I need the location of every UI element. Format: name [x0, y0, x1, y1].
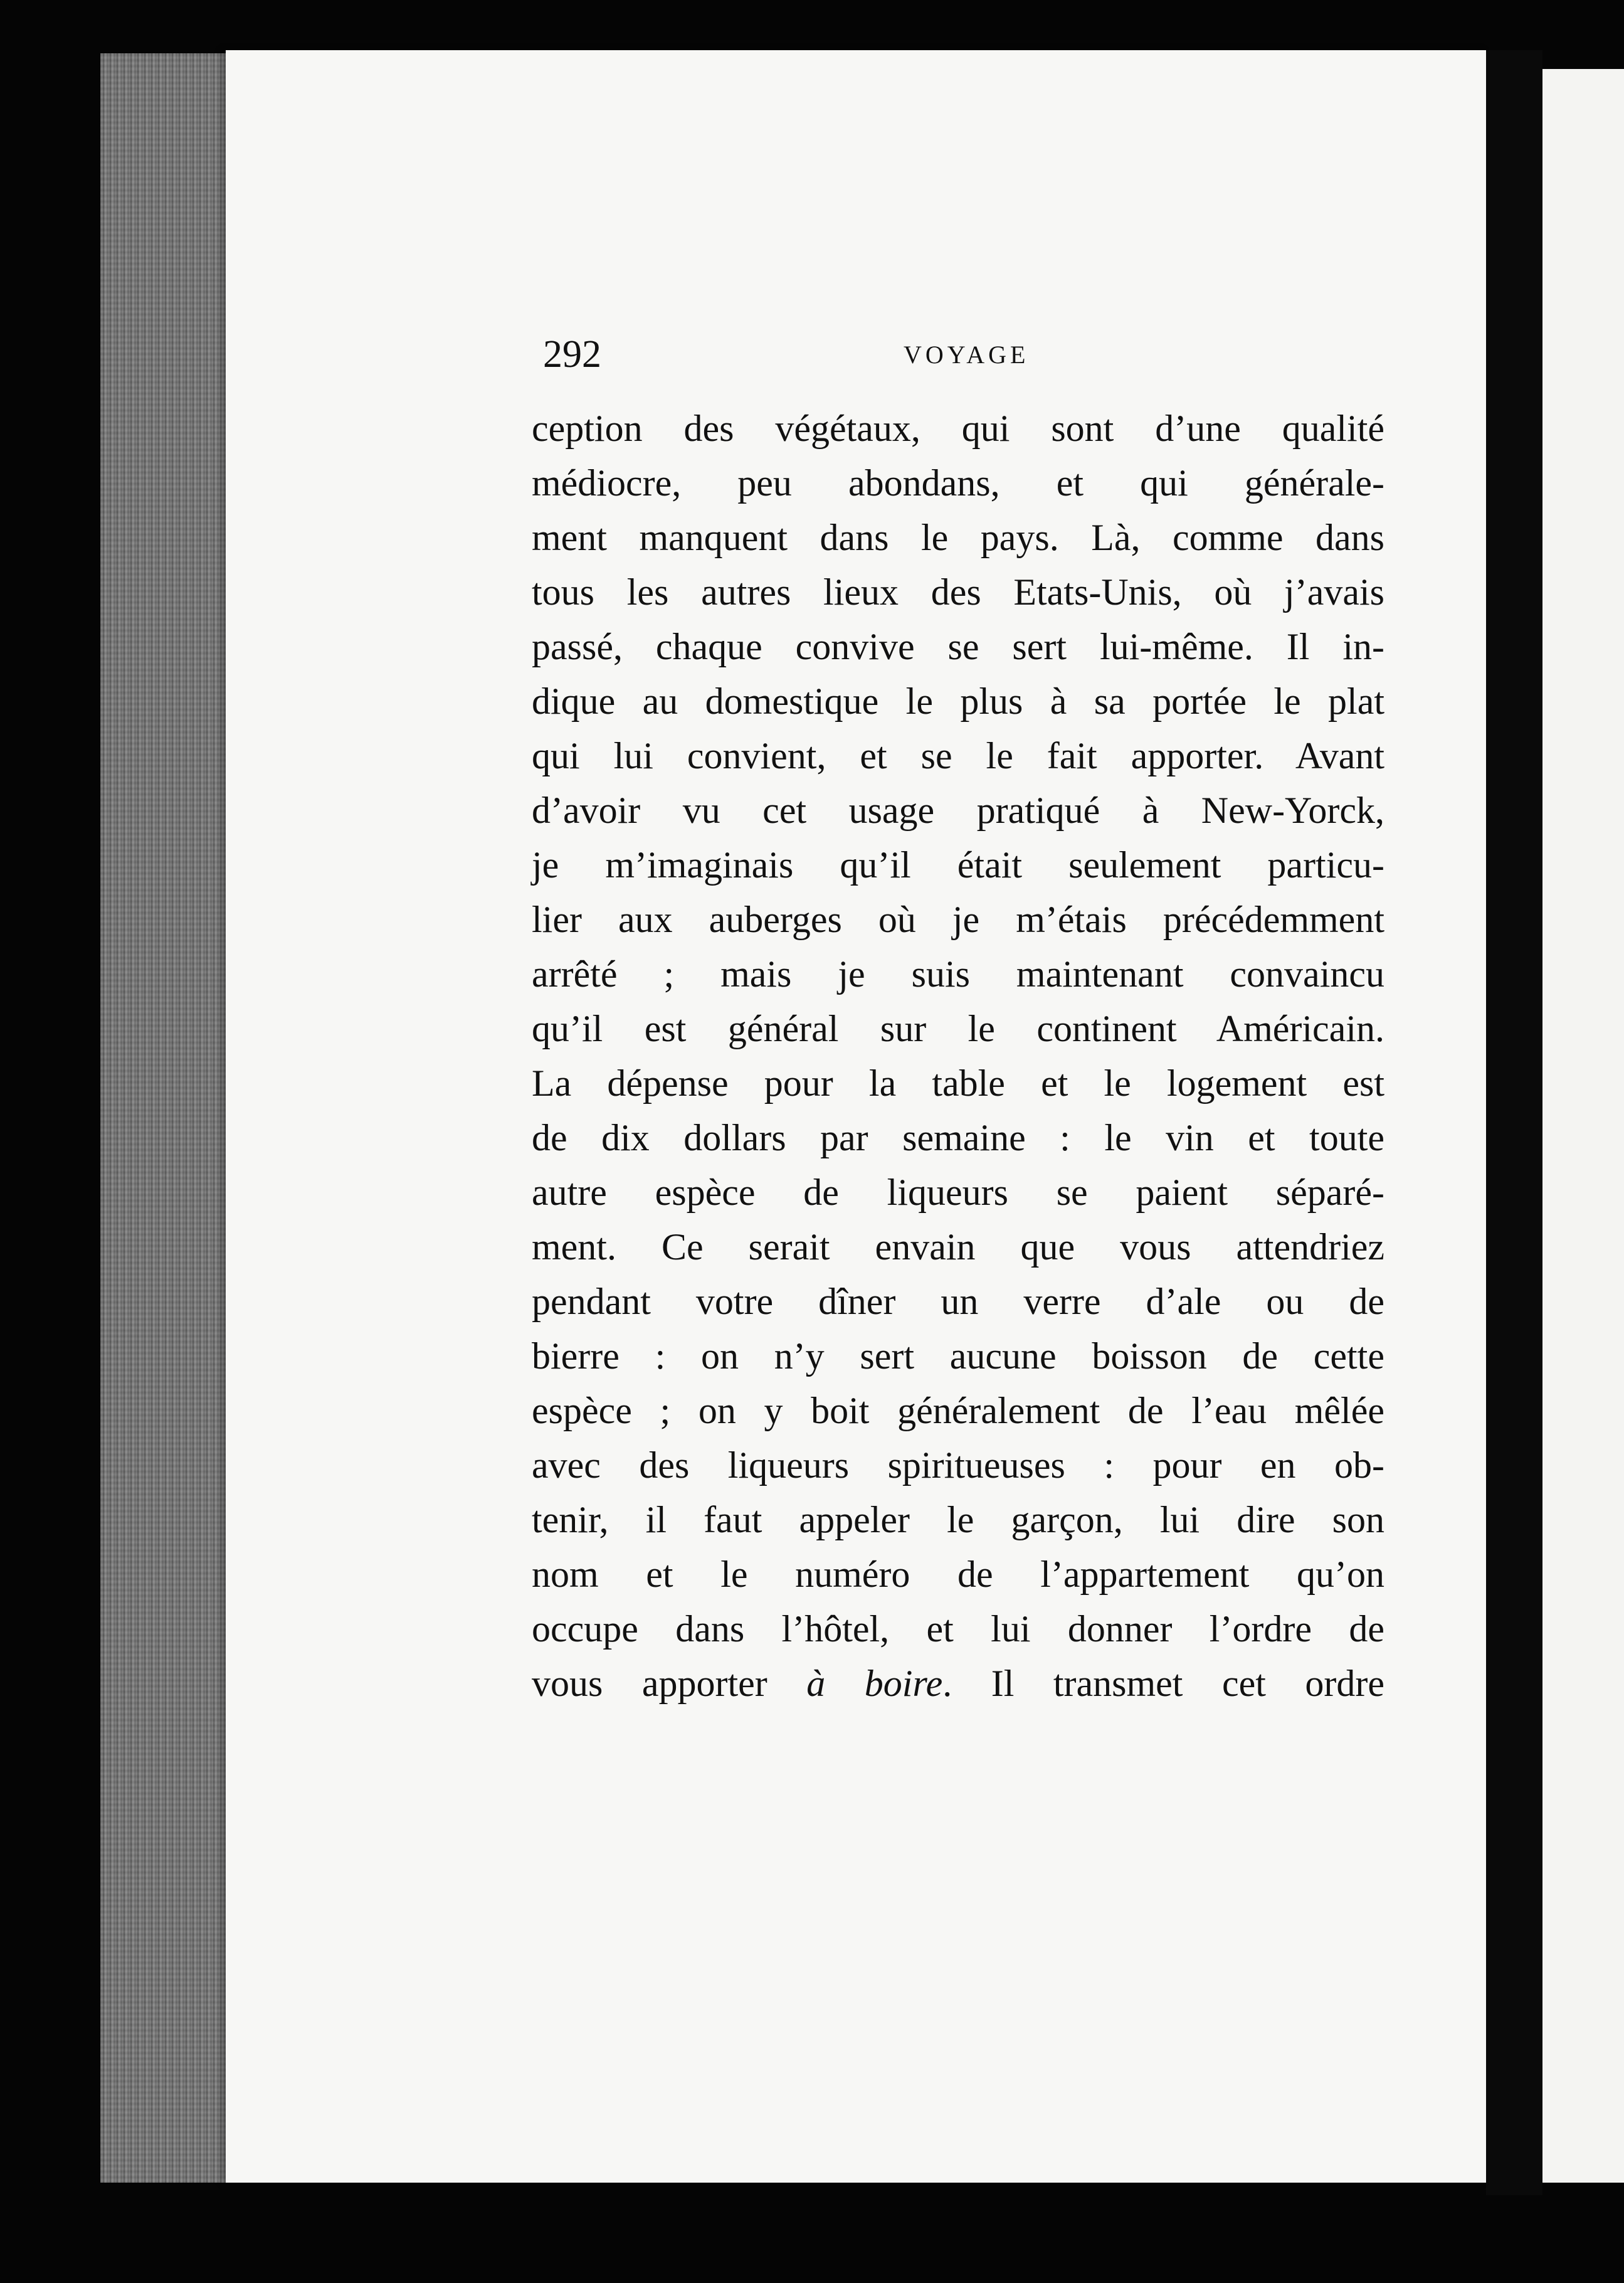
text-line: espèce ; on y boit généralement de l’eau mêlée [532, 1390, 1384, 1431]
text-line-last [532, 1656, 1384, 1711]
text-line: tenir, il faut appeler le garçon, lui dire son [532, 1499, 1384, 1540]
text-line: de dix dollars par semaine : le vin et toute [532, 1117, 1384, 1158]
text-line: ment. Ce serait envain que vous attendriez [532, 1226, 1384, 1268]
text-segment: vous apporter [532, 1663, 807, 1704]
body-text [532, 401, 1384, 1711]
text-line: passé, chaque convive se sert lui-même. Il in- [532, 626, 1384, 667]
text-line: tous les autres lieux des Etats-Unis, où j’avais [532, 571, 1384, 613]
text-line: pendant votre dîner un verre d’ale ou de [532, 1281, 1384, 1322]
book-gutter [1486, 50, 1542, 2195]
page-number: 292 [543, 333, 601, 376]
text-line: ception des végétaux, qui sont d’une qualité [532, 408, 1384, 449]
text-line: autre espèce de liqueurs se paient séparé- [532, 1172, 1384, 1213]
text-line: arrêté ; mais je suis maintenant convaincu [532, 953, 1384, 995]
text-line: nom et le numéro de l’appartement qu’on [532, 1554, 1384, 1595]
text-segment: . Il transmet cet ordre [942, 1663, 1384, 1704]
text-line: occupe dans l’hôtel, et lui donner l’ordre de [532, 1608, 1384, 1650]
text-line: La dépense pour la table et le logement est [532, 1062, 1384, 1104]
text-line: d’avoir vu cet usage pratiqué à New-Yorck, [532, 790, 1384, 831]
text-line: qu’il est général sur le continent Américain. [532, 1008, 1384, 1049]
italic-phrase: à boire [806, 1663, 943, 1704]
text-line: je m’imaginais qu’il était seulement particu- [532, 844, 1384, 886]
text-line: ment manquent dans le pays. Là, comme dans [532, 517, 1384, 558]
text-line: lier aux auberges où je m’étais précédemment [532, 899, 1384, 940]
running-header [543, 332, 1383, 383]
text-line: dique au domestique le plus à sa portée le plat [532, 681, 1384, 722]
running-title: VOYAGE [904, 341, 1030, 369]
text-line: avec des liqueurs spiritueuses : pour en ob- [532, 1444, 1384, 1486]
text-line: bierre : on n’y sert aucune boisson de cette [532, 1335, 1384, 1377]
text-line: médiocre, peu abondans, et qui générale- [532, 462, 1384, 504]
next-page-edge [1542, 69, 1624, 2183]
text-line: qui lui convient, et se le fait apporter. Avant [532, 735, 1384, 776]
